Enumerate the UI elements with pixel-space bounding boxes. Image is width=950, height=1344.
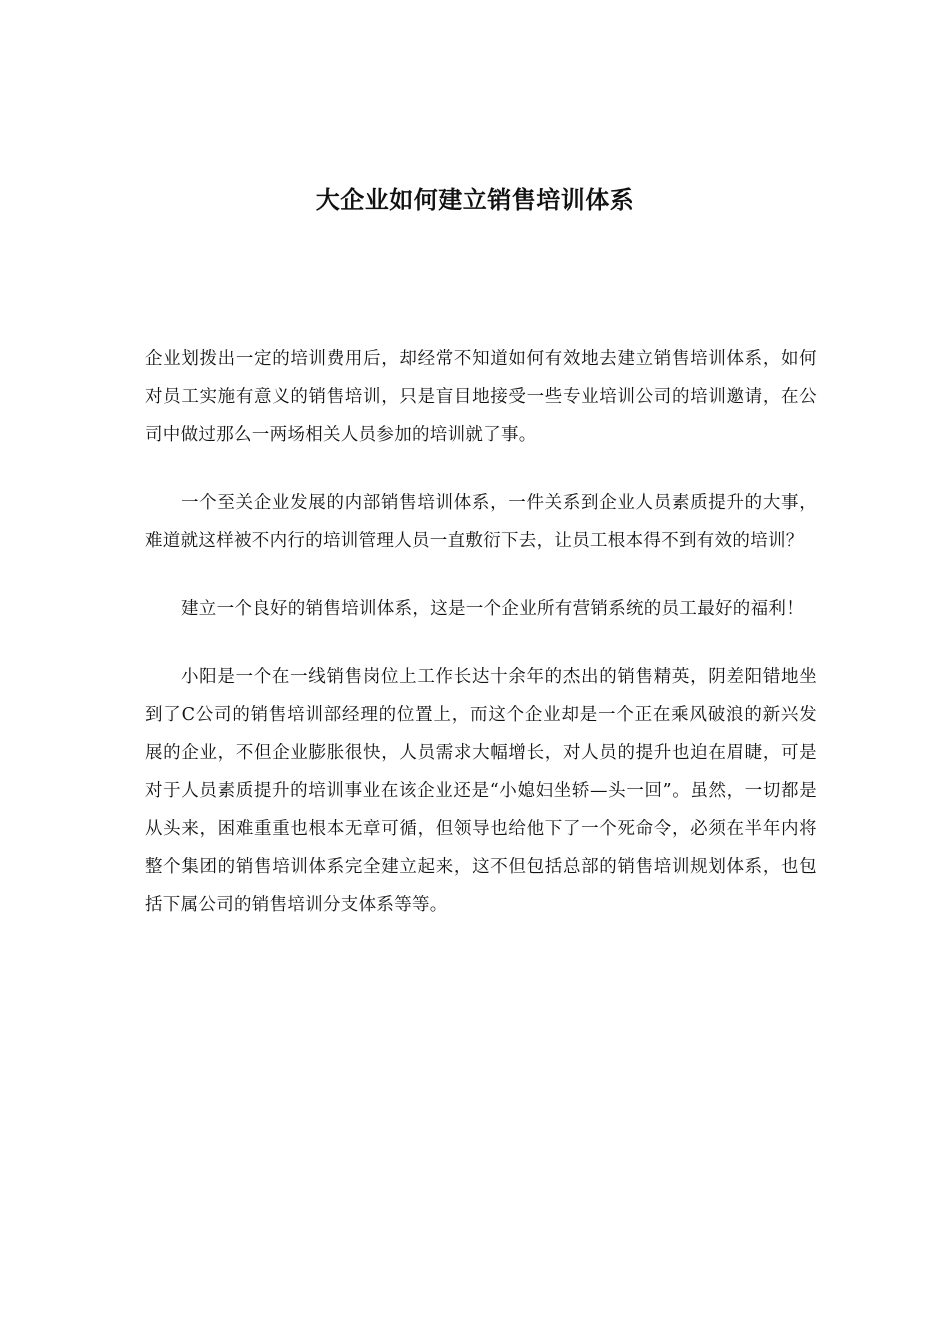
- document-body: [145, 340, 817, 954]
- paragraph-4: 小阳是一个在一线销售岗位上工作长达十余年的杰出的销售精英，阴差阳错地坐到了C公司的销售培训部经理的位置上，而这个企业却是一个正在乘风破浪的新兴发展的企业，不但企业膨胀很快，人员需求大幅增长，对人员的提升也迫在眉睫，可是对于人员素质提升的培训事业在该企业还是“小媳妇坐轿—头一回”。虽然，一切都是从头来，困难重重也根本无章可循，但领导也给他下了一个死命令，必须在半年内将整个集团的销售培训体系完全建立起来，这不但包括总部的销售培训规划体系，也包括下属公司的销售培训分支体系等等。: [145, 667, 817, 915]
- paragraph-2: 一个至关企业发展的内部销售培训体系，一件关系到企业人员素质提升的大事，难道就这样被不内行的培训管理人员一直敷衍下去，让员工根本得不到有效的培训？: [145, 493, 817, 551]
- paragraph-1: 企业划拨出一定的培训费用后，却经常不知道如何有效地去建立销售培训体系，如何对员工实施有意义的销售培训，只是盲目地接受一些专业培训公司的培训邀请，在公司中做过那么一两场相关人员参加的培训就了事。: [145, 349, 817, 445]
- document-title: 大企业如何建立销售培训体系: [315, 186, 635, 214]
- paragraph-3: 建立一个良好的销售培训体系，这是一个企业所有营销系统的员工最好的福利！: [181, 599, 804, 619]
